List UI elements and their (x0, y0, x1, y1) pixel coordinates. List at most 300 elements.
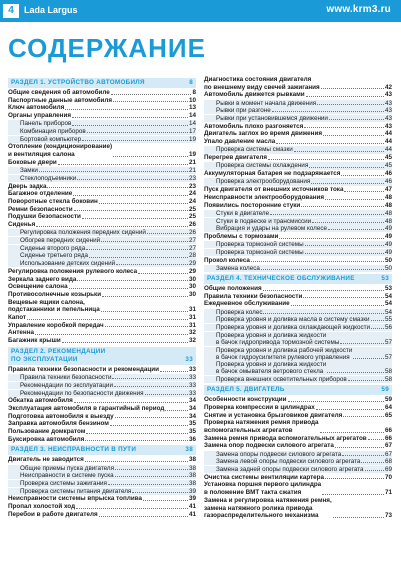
toc-subentry[interactable] (204, 249, 392, 256)
dot-leader (147, 233, 188, 234)
dot-leader (101, 241, 188, 242)
dot-leader (132, 492, 188, 493)
entry-page-number: 31 (188, 306, 196, 314)
toc-entry[interactable] (8, 291, 196, 299)
toc-subentry[interactable] (204, 210, 392, 217)
dot-leader (74, 210, 188, 211)
toc-entry[interactable] (8, 89, 196, 97)
entry-page-number: 48 (384, 201, 392, 209)
entry-title: Проверка системы зажигания (20, 480, 107, 488)
toc-subentry[interactable] (8, 229, 196, 236)
toc-entry[interactable] (8, 456, 196, 464)
toc-section-heading (204, 274, 392, 284)
dot-leader (270, 214, 384, 215)
entry-title: Отопление (кондиционирование) и вентиляция салона (8, 143, 113, 159)
entry-page-number: 66 (384, 426, 392, 434)
toc-subentry[interactable] (8, 390, 196, 397)
dot-leader (288, 401, 384, 402)
entry-page-number: 59 (384, 396, 392, 404)
dot-leader (160, 371, 188, 372)
toc-subentry[interactable] (204, 451, 392, 458)
toc-entry[interactable] (204, 202, 392, 210)
dot-leader (251, 261, 384, 262)
dot-leader (115, 417, 188, 418)
toc-subentry[interactable] (204, 316, 392, 323)
toc-entry[interactable] (8, 213, 196, 221)
entry-page-number: 25 (188, 213, 196, 221)
entry-page-number: 8 (192, 89, 196, 96)
toc-section-heading (8, 78, 196, 88)
entry-title: Очистка системы вентиляции картера (204, 473, 325, 481)
toc-entry[interactable] (8, 495, 196, 503)
toc-entry[interactable] (8, 198, 196, 206)
entry-page-number: 27 (188, 237, 196, 245)
entry-page-number: 65 (384, 411, 392, 419)
entry-title: Антенна (8, 329, 35, 337)
toc-entry[interactable] (204, 419, 392, 434)
toc-entry[interactable] (8, 143, 196, 158)
entry-page-number: 23 (188, 182, 196, 190)
toc-subentry[interactable] (8, 465, 196, 472)
toc-subentry[interactable] (204, 162, 392, 169)
dot-leader (327, 372, 384, 373)
entry-page-number: 50 (384, 256, 392, 264)
entry-page-number: 24 (188, 197, 196, 205)
toc-entry[interactable] (8, 366, 196, 374)
toc-subentry[interactable] (8, 480, 196, 487)
entry-title: Пуск двигателя от внешних источников тока (204, 186, 344, 194)
entry-page-number: 34 (188, 412, 196, 420)
dot-leader (276, 143, 384, 144)
toc-entry[interactable] (8, 314, 196, 322)
dot-leader (353, 358, 384, 359)
entry-page-number: 39 (188, 487, 196, 495)
toc-subentry[interactable] (204, 178, 392, 185)
entry-title: Рекомендации по безопасности движения (20, 389, 144, 397)
entry-title: Замена левой опоры подвески силового агрегата (216, 458, 361, 466)
toc-subentry[interactable] (8, 128, 196, 135)
entry-page-number: 49 (384, 241, 392, 249)
toc-subentry[interactable] (204, 225, 392, 232)
dot-leader (263, 290, 384, 291)
toc-subentry[interactable] (204, 100, 392, 107)
toc-entry[interactable] (204, 233, 392, 241)
entry-title: Вещевые ящики салона, подстаканники и пепельница (8, 298, 100, 314)
dot-leader (301, 206, 384, 207)
dot-leader (341, 175, 384, 176)
entry-title: Замки (20, 167, 38, 175)
entry-title: Правила техники безопасности и рекомендации (8, 365, 159, 373)
toc-entry[interactable] (8, 268, 196, 276)
toc-entry[interactable] (8, 190, 196, 198)
dot-leader (87, 132, 188, 133)
toc-subentry[interactable] (204, 241, 392, 248)
entry-title: Багажное отделение (8, 190, 73, 198)
dot-leader (305, 253, 384, 254)
dot-leader (343, 416, 384, 417)
entry-title: Бортовой компьютер (20, 135, 82, 143)
toc-entry[interactable] (204, 435, 392, 443)
entry-title: Неисправности электрооборудования (204, 193, 325, 201)
entry-title: Правила техники безопасности (204, 292, 303, 300)
toc-entry[interactable] (8, 436, 196, 444)
entry-page-number: 29 (188, 260, 196, 268)
entry-title: Ежедневное обслуживание (204, 300, 290, 308)
toc-entry[interactable] (8, 428, 196, 436)
entry-page-number: 38 (188, 472, 196, 480)
entry-page-number: 57 (384, 338, 392, 346)
toc-entry[interactable] (204, 474, 392, 482)
dot-leader (335, 447, 384, 448)
entry-page-number: 32 (188, 329, 196, 337)
dot-leader (305, 245, 384, 246)
entry-title: Сиденье третьего ряда (20, 252, 89, 260)
entry-page-number: 55 (384, 316, 392, 324)
entry-page-number: 33 (188, 365, 196, 373)
toc-subentry[interactable] (204, 309, 392, 316)
dot-leader (333, 517, 384, 518)
entry-title: Упало давление масла (204, 138, 276, 146)
dot-leader (86, 433, 188, 434)
toc-entry[interactable] (8, 276, 196, 284)
toc-entry[interactable] (8, 420, 196, 428)
entry-page-number: 33 (188, 389, 196, 397)
entry-title: Освещение салона (8, 283, 68, 291)
dot-leader (143, 500, 188, 501)
dot-leader (115, 469, 188, 470)
dot-leader (325, 478, 384, 479)
dot-leader (77, 179, 188, 180)
entry-title: Стуки в двигателе (216, 209, 270, 217)
toc-entry[interactable] (8, 397, 196, 405)
entry-title: Перебои в работе двигателя (8, 510, 98, 518)
entry-page-number: 66 (384, 434, 392, 442)
toc-entry[interactable] (204, 396, 392, 404)
entry-page-number: 46 (384, 178, 392, 186)
toc-subentry[interactable] (204, 361, 392, 375)
dot-leader (74, 402, 188, 403)
toc-subentry[interactable] (204, 218, 392, 225)
dot-leader (321, 88, 384, 89)
entry-title: Замена задней опоры подвески силового агрегата (216, 466, 364, 474)
entry-page-number: 50 (384, 264, 392, 272)
entry-title: Проверка колес (216, 308, 263, 316)
dot-leader (263, 313, 384, 314)
toc-entry[interactable] (204, 194, 392, 202)
entry-title: Автомобиль плохо разгоняется (204, 122, 304, 130)
dot-leader (329, 119, 384, 120)
entry-page-number: 10 (188, 96, 196, 104)
toc-entry[interactable] (204, 154, 392, 162)
entry-page-number: 43 (384, 91, 392, 99)
toc-entry[interactable] (204, 412, 392, 420)
dot-leader (113, 101, 188, 102)
toc-entry[interactable] (8, 104, 196, 112)
toc-entry[interactable] (8, 183, 196, 191)
entry-title: Капот (8, 314, 26, 322)
entry-page-number: 41 (188, 503, 196, 511)
toc-entry[interactable] (8, 299, 196, 314)
toc-entry[interactable] (8, 283, 196, 291)
toc-subentry[interactable] (8, 260, 196, 267)
entry-page-number: 36 (188, 435, 196, 443)
entry-title: Паспортные данные автомобиля (8, 96, 113, 104)
toc-subentry[interactable] (8, 374, 196, 381)
toc-entry[interactable] (204, 186, 392, 194)
entry-page-number: 32 (188, 337, 196, 345)
entry-page-number: 17 (188, 128, 196, 136)
toc-subentry[interactable] (204, 332, 392, 346)
toc-entry[interactable] (204, 257, 392, 265)
entry-page-number: 25 (188, 205, 196, 213)
toc-entry[interactable] (204, 130, 392, 138)
entry-title: Панель приборов (20, 120, 72, 128)
entry-title: Регулировка положения передних сидений (20, 229, 146, 237)
entry-title: Поворотные стекла боковин (8, 197, 98, 205)
toc-entry[interactable] (204, 285, 392, 293)
entry-title: Подготовка автомобиля к выезду (8, 412, 114, 420)
dot-leader (102, 296, 188, 297)
entry-page-number: 68 (384, 458, 392, 466)
entry-title: Общие приемы пуска двигателя (20, 464, 115, 472)
entry-title: Комбинация приборов (20, 128, 86, 136)
entry-title: Проверка уровня и доливка охлаждающей жидкости (216, 324, 371, 332)
entry-page-number: 57 (384, 353, 392, 361)
section-page-number: 33 (185, 355, 193, 363)
entry-title: Эксплуатация автомобиля в гарантийный период (8, 404, 165, 412)
dot-leader (105, 326, 188, 327)
entry-page-number: 38 (188, 456, 196, 464)
entry-title: Рекомендации по эксплуатации (20, 381, 113, 389)
dot-leader (99, 203, 188, 204)
toc-subentry[interactable] (204, 265, 392, 272)
dot-leader (368, 439, 384, 440)
entry-page-number: 35 (188, 428, 196, 435)
toc-subentry[interactable] (8, 382, 196, 389)
section-title: РАЗДЕЛ 1. УСТРОЙСТВО АВТОМОБИЛЯ (11, 79, 145, 86)
entry-page-number: 43 (384, 107, 392, 115)
entry-title: Сиденье второго ряда (20, 244, 86, 252)
toc-subentry[interactable] (204, 324, 392, 331)
toc-subentry[interactable] (8, 245, 196, 252)
dot-leader (145, 394, 188, 395)
entry-title: Особенности конструкции (204, 396, 287, 404)
entry-title: Дверь задка (8, 182, 47, 190)
entry-page-number: 64 (384, 403, 392, 411)
toc-entry[interactable] (204, 497, 392, 520)
entry-page-number: 44 (384, 146, 392, 154)
toc-entry[interactable] (8, 159, 196, 167)
dot-leader (316, 409, 384, 410)
dot-leader (82, 218, 188, 219)
entry-title: Автомобиль движется рывками (204, 91, 305, 99)
entry-title: Замена опоры подвески силового агрегата (216, 450, 342, 458)
entry-page-number: 29 (188, 267, 196, 275)
toc-subentry[interactable] (204, 466, 392, 473)
entry-page-number: 46 (384, 170, 392, 178)
entry-title: Обогрев передних сидений (20, 237, 101, 245)
dot-leader (76, 508, 188, 509)
entry-title: Пользование домкратом (8, 428, 86, 435)
entry-title: Двигатель заглох во время движения (204, 130, 323, 138)
toc-subentry[interactable] (204, 458, 392, 465)
dot-leader (72, 117, 188, 118)
entry-page-number: 56 (384, 324, 392, 332)
entry-page-number: 26 (188, 229, 196, 237)
entry-page-number: 58 (384, 376, 392, 384)
toc-entry[interactable] (8, 511, 196, 519)
dot-leader (112, 378, 188, 379)
entry-title: Аккумуляторная батарея не подзаряжается (204, 170, 341, 178)
dot-leader (85, 461, 188, 462)
section-title: РАЗДЕЛ 5. ДВИГАТЕЛЬ (207, 386, 285, 394)
dot-leader (340, 343, 384, 344)
toc-subentry[interactable] (8, 167, 196, 174)
dot-leader (35, 334, 188, 335)
entry-page-number: 45 (384, 162, 392, 170)
toc-entry[interactable] (8, 503, 196, 511)
toc-entry[interactable] (8, 112, 196, 120)
toc-entry[interactable] (204, 404, 392, 412)
entry-title: Проверка внешних осветительных приборов (216, 376, 347, 384)
entry-page-number: 34 (188, 404, 196, 412)
toc-entry[interactable] (204, 91, 392, 99)
toc-entry[interactable] (204, 300, 392, 308)
entry-page-number: 70 (384, 473, 392, 481)
dot-leader (309, 167, 384, 168)
toc-entry[interactable] (204, 481, 392, 496)
entry-page-number: 49 (384, 225, 392, 233)
entry-title: Обкатка автомобиля (8, 397, 73, 405)
dot-leader (47, 187, 188, 188)
dot-leader (113, 156, 188, 157)
toc-entry[interactable] (8, 322, 196, 330)
entry-title: Появились посторонние стуки (204, 201, 301, 209)
toc-entry[interactable] (8, 337, 196, 345)
dot-leader (312, 222, 384, 223)
entry-title: Проблемы с тормозами (204, 232, 279, 240)
section-title: РАЗДЕЛ 2. РЕКОМЕНДАЦИИ ПО ЭКСПЛУАТАЦИИ (11, 347, 106, 363)
entry-page-number: 73 (384, 512, 392, 520)
entry-title: Проверка системы питания двигателя (20, 487, 132, 495)
toc-entry[interactable] (204, 442, 392, 450)
entry-page-number: 24 (188, 190, 196, 198)
entry-title: Перегрев двигателя (204, 154, 268, 162)
toc-subentry[interactable] (8, 136, 196, 143)
entry-title: Пропал холостой ход (8, 503, 76, 511)
entry-page-number: 69 (384, 466, 392, 474)
toc-section-heading (8, 347, 196, 365)
entry-page-number: 38 (188, 480, 196, 488)
dot-leader (306, 96, 384, 97)
entry-title: Проверка электрооборудования (216, 178, 311, 186)
entry-title: Проверка компрессии в цилиндрах (204, 403, 315, 411)
page-number: 4 (3, 4, 19, 18)
entry-title: Проверка тормозной системы (216, 248, 304, 256)
entry-title: Замена и регулировка натяжения ремня, замена натяжного ролика привода газораспределительного механизма (204, 496, 332, 520)
toc-section-heading (8, 445, 196, 455)
section-page-number: 8 (189, 79, 193, 86)
entry-page-number: 39 (188, 495, 196, 503)
entry-page-number: 67 (384, 442, 392, 450)
dot-leader (371, 320, 384, 321)
entry-title: Органы управления (8, 112, 72, 120)
entry-page-number: 67 (384, 450, 392, 458)
toc-subentry[interactable] (8, 488, 196, 495)
toc-subentry[interactable] (8, 472, 196, 479)
toc-entry[interactable] (8, 405, 196, 413)
toc-entry[interactable] (8, 221, 196, 229)
entry-title: Проверка натяжения ремня привода вспомогательных агрегатов (204, 419, 319, 434)
entry-title: Общие положения (204, 284, 262, 292)
toc-subentry[interactable] (204, 347, 392, 361)
section-title: РАЗДЕЛ 3. НЕИСПРАВНОСТИ В ПУТИ (11, 446, 137, 454)
entry-title: Проверка уровня и доливка рабочей жидкости в бачок гидроусилителя рулевого управления (216, 346, 353, 361)
entry-title: Боковые двери (8, 158, 57, 166)
dot-leader (304, 127, 384, 128)
dot-leader (101, 311, 188, 312)
toc-subentry[interactable] (8, 120, 196, 127)
dot-leader (39, 171, 188, 172)
dot-leader (111, 94, 192, 95)
dot-leader (82, 140, 188, 141)
dot-leader (138, 273, 188, 274)
toc-subentry[interactable] (8, 252, 196, 259)
toc-subentry[interactable] (8, 175, 196, 182)
toc-subentry[interactable] (204, 115, 392, 122)
entry-page-number: 19 (188, 135, 196, 143)
entry-page-number: 43 (384, 122, 392, 130)
toc-subentry[interactable] (204, 146, 392, 153)
toc-subentry[interactable] (204, 376, 392, 383)
entry-title: Проверка уровня и доливка жидкости в бачок гидропривода тормозной системы (216, 331, 340, 346)
dot-leader (116, 264, 188, 265)
toc-entry[interactable] (204, 170, 392, 178)
toc-entry[interactable] (8, 329, 196, 337)
toc-entry[interactable] (204, 76, 392, 91)
entry-title: Общие сведения об автомобиле (8, 89, 110, 96)
dot-leader (320, 432, 384, 433)
section-page-number: 38 (185, 446, 193, 454)
dot-leader (77, 280, 188, 281)
dot-leader (268, 159, 384, 160)
entry-title: Багажник крыши (8, 337, 61, 345)
entry-title: Прокол колеса (204, 256, 250, 264)
toc-subentry[interactable] (204, 107, 392, 114)
entry-title: Проверка уровня и доливка масла в систему смазки (216, 316, 370, 324)
toc-entry[interactable] (204, 138, 392, 146)
dot-leader (344, 191, 384, 192)
dot-leader (317, 104, 384, 105)
entry-title: Рывки при установившемся движении (216, 115, 328, 123)
entry-title: Замена ремня привода вспомогательных агрегатов (204, 434, 367, 442)
entry-page-number: 38 (188, 464, 196, 472)
entry-title: Диагностика состояния двигателя по внешнему виду свечей зажигания (204, 76, 320, 91)
entry-title: Замена опор подвески силового агрегата (204, 442, 334, 450)
entry-title: Зеркала заднего вида (8, 275, 77, 283)
toc-subentry[interactable] (8, 237, 196, 244)
entry-title: Ключ автомобиля (8, 104, 65, 112)
entry-page-number: 33 (188, 374, 196, 382)
toc-entry[interactable] (204, 123, 392, 131)
entry-page-number: 31 (188, 314, 196, 322)
entry-page-number: 41 (188, 510, 196, 518)
entry-title: Регулировка положения рулевого колеса (8, 267, 138, 275)
dot-leader (272, 111, 384, 112)
dot-leader (325, 199, 384, 200)
entry-title: Использование детских сидений (20, 260, 116, 268)
entry-page-number: 28 (188, 252, 196, 260)
